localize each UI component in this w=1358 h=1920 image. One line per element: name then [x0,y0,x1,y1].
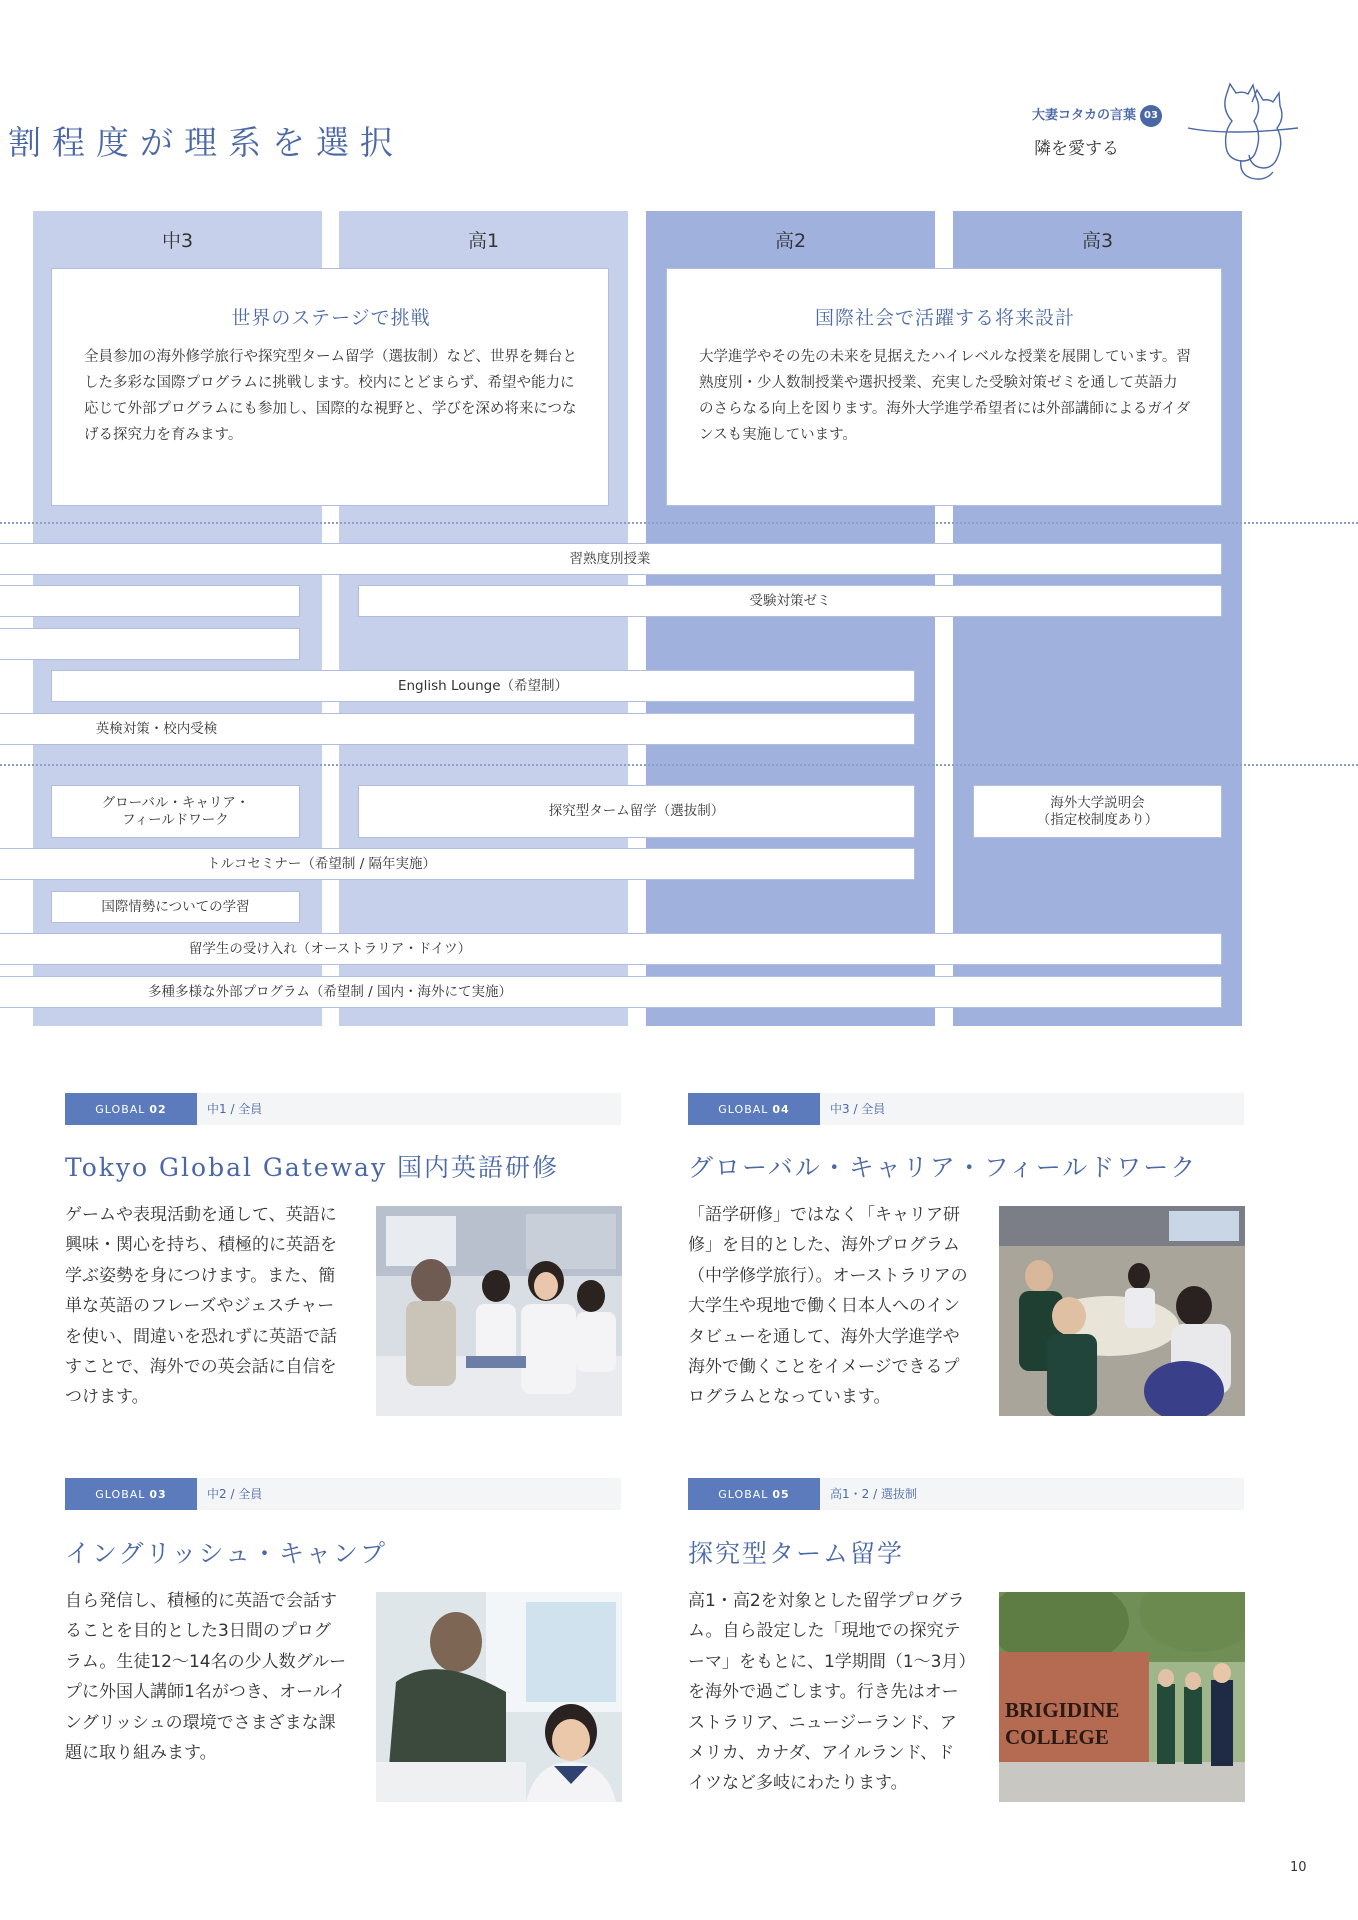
section-header [688,1478,1244,1510]
stage-text: 全員参加の海外修学旅行や探究型ターム留学（選抜制）など、世界を舞台とした多彩な国際プログラムに挑戦します。校内にとどまらず、希望や能力に応じて外部プログラムにも参加し、国際的な視野と、学びを深め将来につなげる探究力を育みます。 [84,349,577,443]
program-bar: 習熟度別授業 [0,543,1222,575]
section-title: グローバル・キャリア・フィールドワーク [688,1153,1198,1182]
cat-illustration-icon [1186,74,1298,186]
program-bar: トルコセミナー（希望制 / 隔年実施） [0,848,915,880]
target-label: 高1・2 / 選抜制 [830,1487,917,1501]
photo-brigidine-college [999,1592,1245,1802]
dotted-divider [0,522,1358,524]
series-label-text: 大妻コタカの言葉 [1032,108,1137,123]
program-bar-blank [0,628,300,660]
target-label: 中1 / 全員 [207,1102,263,1116]
series-phrase: 隣を愛する [1034,139,1119,159]
target-label: 中3 / 全員 [830,1102,886,1116]
program-bar-blank [0,585,300,617]
section-header [65,1478,621,1510]
program-bar: 英検対策・校内受検 [0,713,915,745]
program-bar: 受験対策ゼミ [358,585,1222,617]
section-title: Tokyo Global Gateway 国内英語研修 [65,1153,560,1182]
global-badge: GLOBAL 04 [688,1093,820,1125]
column-heading: 中3 [161,230,194,252]
program-bar: 国際情勢についての学習 [51,891,300,923]
column-heading: 高1 [467,230,500,252]
stage-box-future-design [666,268,1222,506]
column-heading: 高2 [774,230,807,252]
dotted-divider [0,764,1358,766]
program-bar-label: グローバル・キャリア・ フィールドワーク [101,794,250,828]
global-badge: GLOBAL 03 [65,1478,197,1510]
program-bar: 探究型ターム留学（選抜制） [358,785,915,838]
photo-sign-line1: BRIGIDINE [1005,1698,1120,1722]
global-badge: GLOBAL 02 [65,1093,197,1125]
photo-fieldwork-group [999,1206,1245,1416]
program-bar [51,785,300,838]
photo-sign-line2: COLLEGE [1005,1725,1109,1749]
stage-text: 大学進学やその先の未来を見据えたハイレベルな授業を展開しています。習熟度別・少人数制授業や選択授業、充実した受験対策ゼミを通して英語力のさらなる向上を図ります。海外大学進学希望者には外部講師によるガイダンスも実施しています。 [699,349,1191,443]
page-number: 10 [1290,1860,1307,1875]
section-header [688,1093,1244,1125]
stage-box-global-challenge [51,268,609,506]
section-text: 高1・高2を対象とした留学プログラム。自ら設定した「現地での探究テーマ」をもとに、1学期間（1～3月）を海外で過ごします。行き先はオーストラリア、ニュージーランド、アメリカ、カナダ、アイルランド、ドイツなど多岐にわたります。 [688,1591,967,1794]
section-text: 自ら発信し、積極的に英語で会話することを目的とした3日間のプログラム。生徒12～14名の少人数グループに外国人講師1名がつき、オールイングリッシュの環境でさまざまな課題に取り組みます。 [65,1591,347,1764]
section-text: ゲームや表現活動を通して、英語に興味・関心を持ち、積極的に英語を学ぶ姿勢を身につけます。また、簡単な英語のフレーズやジェスチャーを使い、間違いを恐れずに英語で話すことで、海外での英会話に自信をつけます。 [65,1205,337,1408]
target-label: 中2 / 全員 [207,1487,263,1501]
section-text: 「語学研修」ではなく「キャリア研修」を目的とした、海外プログラム（中学修学旅行）。オーストラリアの大学生や現地で働く日本人へのインタビューを通して、海外大学進学や海外で働くことをイメージできるプログラムとなっています。 [688,1205,968,1408]
page-title: 割程度が理系を選択 [8,123,404,162]
photo-tgg-class [376,1206,622,1416]
program-bar [973,785,1222,838]
section-title: 探究型ターム留学 [688,1539,905,1568]
stage-title: 国際社会で活躍する将来設計 [814,307,1075,329]
column-heading: 高3 [1081,230,1114,252]
program-bar-label: 海外大学説明会 （指定校制度あり） [1036,794,1159,828]
program-bar: 多種多様な外部プログラム（希望制 / 国内・海外にて実施） [0,976,1222,1008]
section-title: イングリッシュ・キャンプ [65,1539,388,1568]
global-badge: GLOBAL 05 [688,1478,820,1510]
photo-english-camp [376,1592,622,1802]
series-number-badge: 03 [1140,105,1162,127]
stage-title: 世界のステージで挑戦 [231,307,431,329]
series-label [1032,104,1162,127]
program-bar: English Lounge（希望制） [51,670,915,702]
section-header [65,1093,621,1125]
program-bar: 留学生の受け入れ（オーストラリア・ドイツ） [0,933,1222,965]
